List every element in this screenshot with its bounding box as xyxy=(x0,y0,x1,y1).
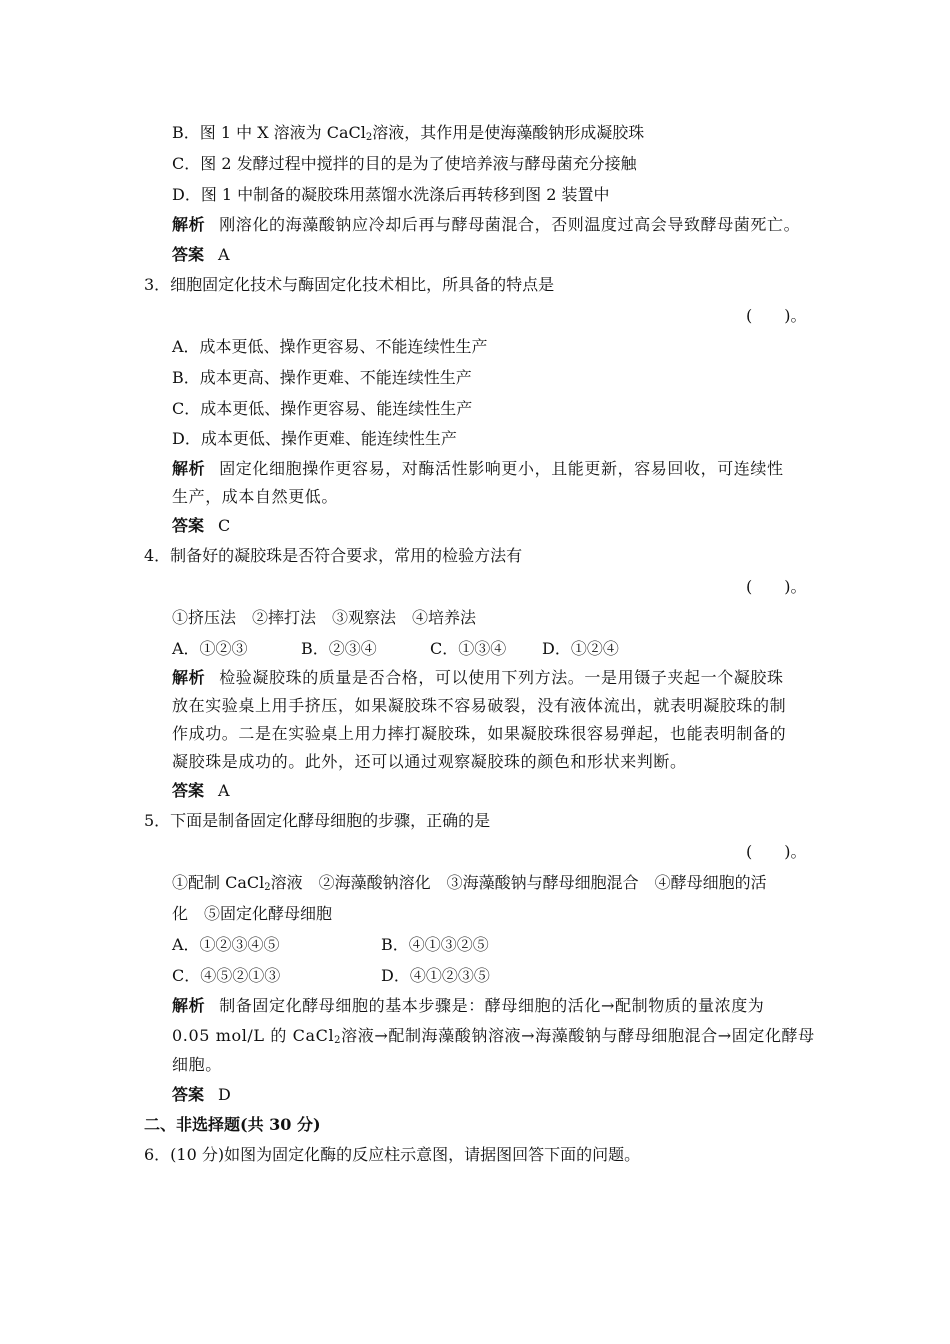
q2-option-c: C．图 2 发酵过程中搅拌的目的是为了使培养液与酵母菌充分接触 xyxy=(172,154,637,173)
q5-options-row-1 xyxy=(172,935,489,955)
analysis-label: 解析 xyxy=(172,668,206,687)
q5-stem: 5．下面是制备固定化酵母细胞的步骤，正确的是 xyxy=(144,811,491,830)
q4-option-b: B．②③④ xyxy=(301,639,377,658)
q5-answer-blank: ( )。 xyxy=(746,842,807,861)
q4-answer-blank: ( )。 xyxy=(746,577,807,596)
q3-option-b: B．成本更高、操作更难、不能连续性生产 xyxy=(172,368,472,387)
answer-label: 答案 xyxy=(172,781,205,800)
q5-option-d: D．④①②③⑤ xyxy=(381,966,490,985)
q4-option-a: A．①②③ xyxy=(172,639,248,658)
q4-items: ①挤压法 ②摔打法 ③观察法 ④培养法 xyxy=(172,608,477,627)
q5-option-c: C．④⑤②①③ xyxy=(172,966,281,985)
q5-options-row-2 xyxy=(172,966,490,986)
answer-label: 答案 xyxy=(172,1085,205,1104)
q3-option-c: C．成本更低、操作更容易、能连续性生产 xyxy=(172,399,473,418)
q4-option-d: D．①②④ xyxy=(542,639,619,658)
q3-analysis-line-2: 生产，成本自然更低。 xyxy=(172,487,339,506)
q4-analysis-line-2: 放在实验桌上用手挤压，如果凝胶珠不容易破裂，没有液体流出，就表明凝胶珠的制 xyxy=(172,696,787,715)
q5-items-line-2: 化 ⑤固定化酵母细胞 xyxy=(172,904,333,923)
q5-answer: 答案 D xyxy=(172,1085,231,1104)
q5-analysis-line-1: 解析 制备固定化酵母细胞的基本步骤是：酵母细胞的活化→配制物质的量浓度为 xyxy=(172,996,765,1015)
q4-analysis-line-3: 作成功。二是在实验桌上用力摔打凝胶珠，如果凝胶珠很容易弹起，也能表明制备的 xyxy=(172,724,787,743)
q3-answer-blank: ( )。 xyxy=(746,306,807,325)
q5-items-line-1: ①配制 CaCl$_2$溶液 ②海藻酸钠溶化 ③海藻酸钠与酵母细胞混合 ④酵母细胞的活 xyxy=(172,873,767,893)
q2-option-d: D．图 1 中制备的凝胶珠用蒸馏水洗涤后再转移到图 2 装置中 xyxy=(172,185,610,204)
q3-answer: 答案 C xyxy=(172,516,231,535)
q5-option-a: A．①②③④⑤ xyxy=(172,935,280,954)
q2-option-b: B．图 1 中 X 溶液为 CaCl$_2$溶液，其作用是使海藻酸钠形成凝胶珠 xyxy=(172,123,645,143)
q4-stem: 4．制备好的凝胶珠是否符合要求，常用的检验方法有 xyxy=(144,546,523,565)
q4-option-c: C．①③④ xyxy=(430,639,507,658)
q3-option-a: A．成本更低、操作更容易、不能连续性生产 xyxy=(172,337,488,356)
q3-stem: 3．细胞固定化技术与酶固定化技术相比，所具备的特点是 xyxy=(144,275,555,294)
q2-answer: 答案 A xyxy=(172,245,230,264)
answer-label: 答案 xyxy=(172,516,205,535)
analysis-label: 解析 xyxy=(172,215,206,234)
q5-analysis-line-2: 0.05 mol/L 的 CaCl$_2$溶液→配制海藻酸钠溶液→海藻酸钠与酵母细胞混合→固定化酵母 xyxy=(172,1026,815,1046)
answer-label: 答案 xyxy=(172,245,205,264)
q5-option-b: B．④①③②⑤ xyxy=(381,935,489,954)
analysis-label: 解析 xyxy=(172,996,206,1015)
q4-answer: 答案 A xyxy=(172,781,230,800)
section-heading-non-choice: 二、非选择题(共 30 分) xyxy=(144,1115,321,1134)
q4-analysis-line-4: 凝胶珠是成功的。此外，还可以通过观察凝胶珠的颜色和形状来判断。 xyxy=(172,752,687,771)
q4-analysis-line-1: 解析 检验凝胶珠的质量是否合格，可以使用下列方法。一是用镊子夹起一个凝胶珠 xyxy=(172,668,784,687)
q6-stem: 6．(10 分)如图为固定化酶的反应柱示意图，请据图回答下面的问题。 xyxy=(144,1145,641,1164)
q3-option-d: D．成本更低、操作更难、能连续性生产 xyxy=(172,429,457,448)
q5-analysis-line-3: 细胞。 xyxy=(172,1055,222,1074)
q3-analysis-line-1: 解析 固定化细胞操作更容易，对酶活性影响更小，且能更新，容易回收，可连续性 xyxy=(172,459,784,478)
q4-options xyxy=(172,639,619,659)
q2-analysis: 解析 刚溶化的海藻酸钠应冷却后再与酵母菌混合，否则温度过高会导致酵母菌死亡。 xyxy=(172,215,801,234)
analysis-label: 解析 xyxy=(172,459,206,478)
